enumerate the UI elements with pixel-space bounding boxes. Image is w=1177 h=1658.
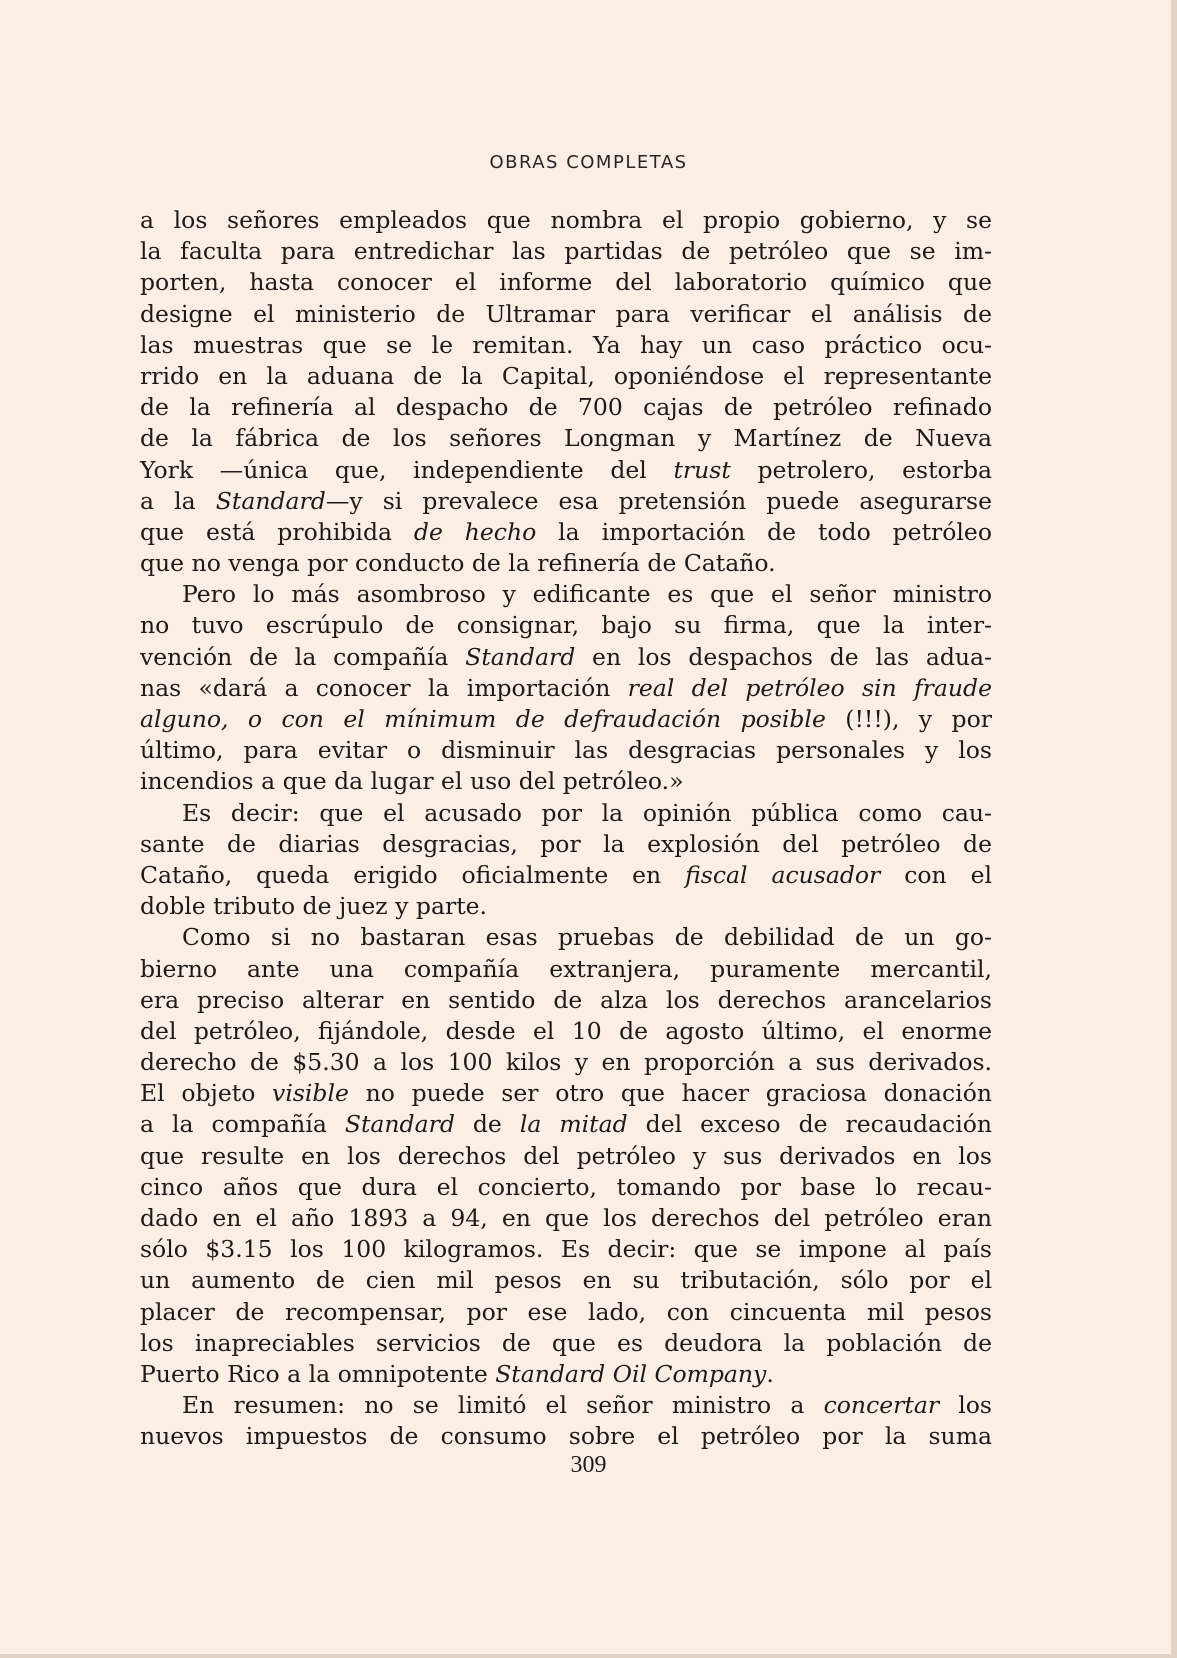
- text-line: [140, 922, 992, 953]
- line-text: placer de recompensar, por ese lado, con cincuenta mil pesos: [140, 1297, 992, 1326]
- text-line: [140, 1421, 992, 1452]
- line-text: a la compañía: [140, 1110, 345, 1139]
- line-text: sante de diarias desgracias, por la explosión del petróleo de: [140, 829, 992, 858]
- text-line: [140, 236, 992, 267]
- text-line: [140, 205, 992, 236]
- text-line: [140, 299, 992, 330]
- text-line: [140, 1359, 992, 1390]
- text-line: [140, 798, 992, 829]
- text-line: [140, 548, 992, 579]
- line-text: —y si prevalece esa pretensión puede asegurarse: [325, 486, 992, 515]
- text-line: [140, 1328, 992, 1359]
- line-text: incendios a que da lugar el uso del petróleo.»: [140, 767, 684, 796]
- text-line: [140, 423, 992, 454]
- line-text: designe el ministerio de Ultramar para verificar el análisis de: [140, 299, 992, 328]
- line-text: que resulte en los derechos del petróleo y sus derivados en los: [140, 1141, 992, 1170]
- line-text: En resumen: no se limitó el señor ministro a: [182, 1391, 824, 1420]
- line-text: Puerto Rico a la omnipotente: [140, 1359, 496, 1388]
- running-head: OBRAS COMPLETAS: [489, 152, 688, 173]
- line-text: .: [766, 1359, 774, 1388]
- line-text: a la: [140, 486, 216, 515]
- text-line: [140, 486, 992, 517]
- line-text: las muestras que se le remitan. Ya hay un caso práctico ocu-: [140, 330, 992, 359]
- text-line: [140, 267, 992, 298]
- line-text: era preciso alterar en sentido de alza los derechos arancelarios: [140, 985, 992, 1014]
- line-text: con el: [880, 860, 992, 889]
- line-text: último, para evitar o disminuir las desgracias personales y los: [140, 736, 992, 765]
- text-line: [140, 735, 992, 766]
- text-line: [140, 1172, 992, 1203]
- line-text: en los despachos de las adua-: [575, 642, 992, 671]
- italic-text: trust: [673, 455, 731, 484]
- line-text: York —única que, independiente del: [140, 455, 674, 484]
- text-line: [140, 1016, 992, 1047]
- line-text: a los señores empleados que nombra el propio gobierno, y se: [140, 206, 992, 234]
- page-number: 309: [570, 1452, 607, 1478]
- text-line: [140, 954, 992, 985]
- line-text: porten, hasta conocer el informe del laboratorio químico que: [140, 268, 992, 297]
- italic-text: la mitad: [519, 1110, 628, 1139]
- text-line: [140, 455, 992, 486]
- text-line: [140, 579, 992, 610]
- italic-text: Standard Oil Company: [495, 1359, 767, 1388]
- line-text: derecho de $5.30 a los 100 kilos y en proporción a sus derivados.: [140, 1048, 992, 1077]
- text-line: [140, 642, 992, 673]
- text-line: [140, 610, 992, 641]
- line-text: doble tributo de juez y parte.: [140, 892, 488, 921]
- text-line: [140, 1234, 992, 1265]
- text-line: [140, 392, 992, 423]
- text-line: [140, 829, 992, 860]
- line-text: los inapreciables servicios de que es deudora la población de: [140, 1328, 992, 1357]
- line-text: (!!!), y por: [825, 705, 992, 733]
- line-text: petrolero, estorba: [730, 455, 992, 484]
- line-text: bierno ante una compañía extranjera, puramente mercantil,: [140, 954, 992, 983]
- line-text: los: [939, 1391, 992, 1420]
- italic-text: Standard: [465, 642, 576, 671]
- text-line: [140, 1390, 992, 1421]
- text-line: [140, 673, 992, 704]
- italic-text: Standard: [215, 486, 326, 515]
- line-text: sólo $3.15 los 100 kilogramos. Es decir: que se impone al país: [140, 1235, 992, 1264]
- line-text: no puede ser otro que hacer graciosa donación: [348, 1079, 992, 1108]
- line-text: dado en el año 1893 a 94, en que los derechos del petróleo eran: [140, 1204, 992, 1232]
- italic-text: alguno, o con el mínimum de defraudación posible: [140, 705, 826, 733]
- text-line: [140, 1265, 992, 1296]
- italic-text: de hecho: [413, 517, 537, 546]
- text-line: [140, 860, 992, 891]
- line-text: que está prohibida: [140, 517, 414, 546]
- text-line: [140, 1297, 992, 1328]
- line-text: la importación de todo petróleo: [536, 517, 992, 546]
- text-line: [140, 517, 992, 548]
- italic-text: fiscal acusador: [685, 860, 881, 889]
- line-text: Pero lo más asombroso y edificante es que el señor ministro: [182, 580, 992, 609]
- text-line: [140, 891, 992, 922]
- line-text: un aumento de cien mil pesos en su tributación, sólo por el: [140, 1266, 992, 1295]
- line-text: Es decir: que el acusado por la opinión pública como cau-: [182, 798, 992, 827]
- text-line: [140, 330, 992, 361]
- line-text: nuevos impuestos de consumo sobre el petróleo por la suma: [140, 1422, 992, 1451]
- italic-text: visible: [272, 1079, 349, 1108]
- line-text: la faculta para entredichar las partidas de petróleo que se im-: [140, 237, 992, 266]
- line-text: del petróleo, fijándole, desde el 10 de agosto último, el enorme: [140, 1016, 992, 1045]
- line-text: Cataño, queda erigido oficialmente en: [140, 860, 686, 889]
- line-text: Como si no bastaran esas pruebas de debilidad de un go-: [182, 923, 992, 952]
- line-text: El objeto: [140, 1079, 273, 1108]
- text-line: [140, 1109, 992, 1140]
- text-line: [140, 1078, 992, 1109]
- line-text: que no venga por conducto de la refinería de Cataño.: [140, 549, 776, 578]
- text-line: [140, 704, 992, 735]
- line-text: rrido en la aduana de la Capital, oponiéndose el representante: [140, 361, 992, 390]
- italic-text: real del petróleo sin fraude: [627, 673, 992, 702]
- text-line: [140, 985, 992, 1016]
- line-text: vención de la compañía: [140, 642, 466, 671]
- line-text: de la fábrica de los señores Longman y Martínez de Nueva: [140, 424, 992, 453]
- text-line: [140, 766, 992, 797]
- text-line: [140, 361, 992, 392]
- line-text: del exceso de recaudación: [627, 1110, 992, 1139]
- text-line: [140, 1203, 992, 1234]
- text-line: [140, 1047, 992, 1078]
- text-line: [140, 1141, 992, 1172]
- line-text: de la refinería al despacho de 700 cajas de petróleo refinado: [140, 393, 992, 422]
- body-text: [140, 205, 992, 1453]
- italic-text: concertar: [823, 1391, 940, 1420]
- line-text: no tuvo escrúpulo de consignar, bajo su firma, que la inter-: [140, 611, 992, 640]
- line-text: de: [454, 1110, 520, 1139]
- line-text: cinco años que dura el concierto, tomando por base lo recau-: [140, 1172, 992, 1201]
- italic-text: Standard: [344, 1110, 455, 1139]
- line-text: nas «dará a conocer la importación: [140, 673, 628, 702]
